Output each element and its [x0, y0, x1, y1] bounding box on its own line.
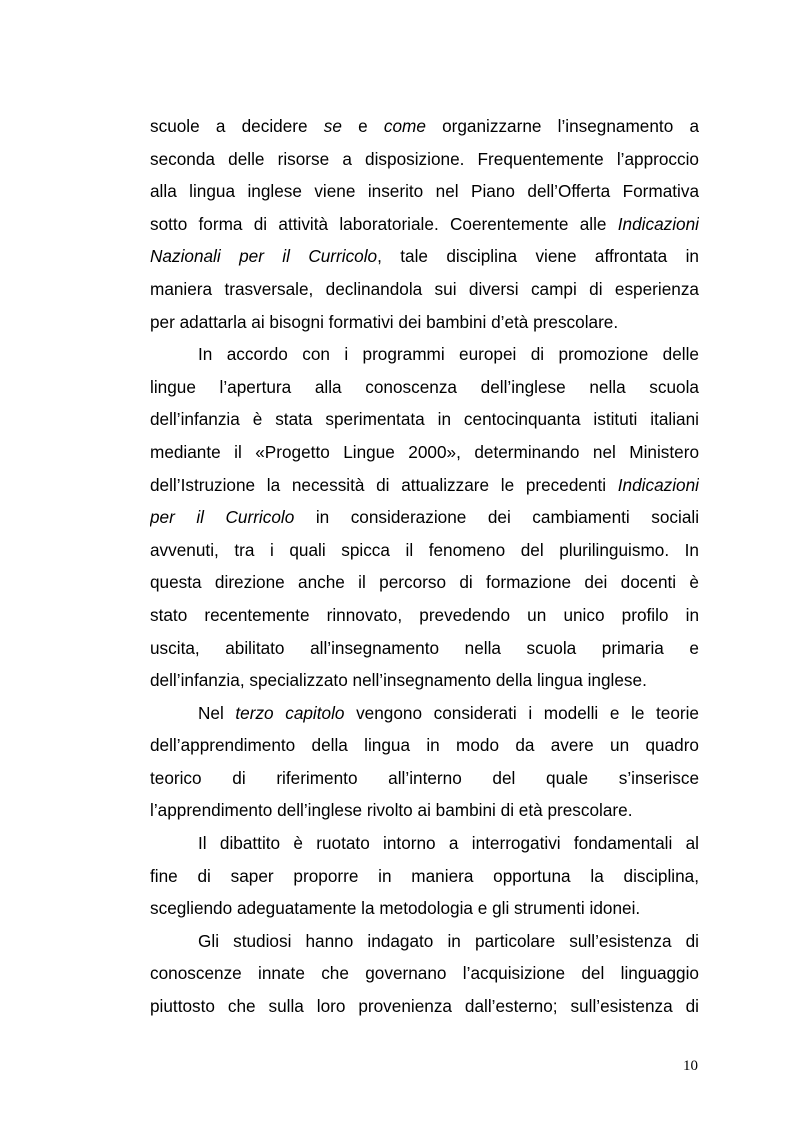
document-body — [150, 110, 699, 1023]
text-line: per il Curricolo in considerazione dei cambiamenti sociali — [150, 507, 699, 528]
text-line: avvenuti, tra i quali spicca il fenomeno del plurilinguismo. In — [150, 539, 699, 560]
text-line: dell’infanzia è stata sperimentata in centocinquanta istituti italiani — [150, 409, 699, 430]
text-line: Gli studiosi hanno indagato in particolare sull’esistenza di — [198, 930, 699, 951]
text-line: mediante il «Progetto Lingue 2000», determinando nel Ministero — [150, 441, 699, 462]
text-line: teorico di riferimento all’interno del quale s’inserisce — [150, 767, 699, 788]
text-line: stato recentemente rinnovato, prevedendo un unico profilo in — [150, 604, 699, 625]
text-line: alla lingua inglese viene inserito nel Piano dell’Offerta Formativa — [150, 181, 699, 202]
text-line: scuole a decidere se e come organizzarne l’insegnamento a — [150, 116, 699, 136]
text-line: Nazionali per il Curricolo, tale disciplina viene affrontata in — [150, 246, 699, 267]
text-line: Nel terzo capitolo vengono considerati i modelli e le teorie — [198, 702, 699, 723]
page-number: 10 — [683, 1058, 698, 1074]
text-line: dell’infanzia, specializzato nell’insegnamento della lingua inglese. — [150, 670, 647, 691]
text-line: seconda delle risorse a disposizione. Frequentemente l’approccio — [150, 148, 699, 169]
text-line: questa direzione anche il percorso di formazione dei docenti è — [150, 572, 699, 593]
text-line: fine di saper proporre in maniera opportuna la disciplina, — [150, 865, 699, 886]
text-line: l’apprendimento dell’inglese rivolto ai bambini di età prescolare. — [150, 800, 633, 821]
text-line: sotto forma di attività laboratoriale. Coerentemente alle Indicazioni — [150, 213, 699, 234]
text-line: scegliendo adeguatamente la metodologia e gli strumenti idonei. — [150, 898, 641, 919]
text-line: In accordo con i programmi europei di promozione delle — [198, 344, 699, 365]
text-line: per adattarla ai bisogni formativi dei bambini d’età prescolare. — [150, 311, 619, 332]
text-line: uscita, abilitato all’insegnamento nella scuola primaria e — [150, 637, 699, 658]
text-line: dell’Istruzione la necessità di attualizzare le precedenti Indicazioni — [150, 474, 699, 495]
text-line: Il dibattito è ruotato intorno a interrogativi fondamentali al — [198, 833, 699, 854]
text-line: maniera trasversale, declinandola sui diversi campi di esperienza — [150, 278, 699, 299]
text-line: dell’apprendimento della lingua in modo da avere un quadro — [150, 735, 699, 756]
text-line: lingue l’apertura alla conoscenza dell’inglese nella scuola — [150, 376, 699, 397]
text-line: conoscenze innate che governano l’acquisizione del linguaggio — [150, 963, 699, 984]
text-line: piuttosto che sulla loro provenienza dall’esterno; sull’esistenza di — [150, 996, 699, 1017]
